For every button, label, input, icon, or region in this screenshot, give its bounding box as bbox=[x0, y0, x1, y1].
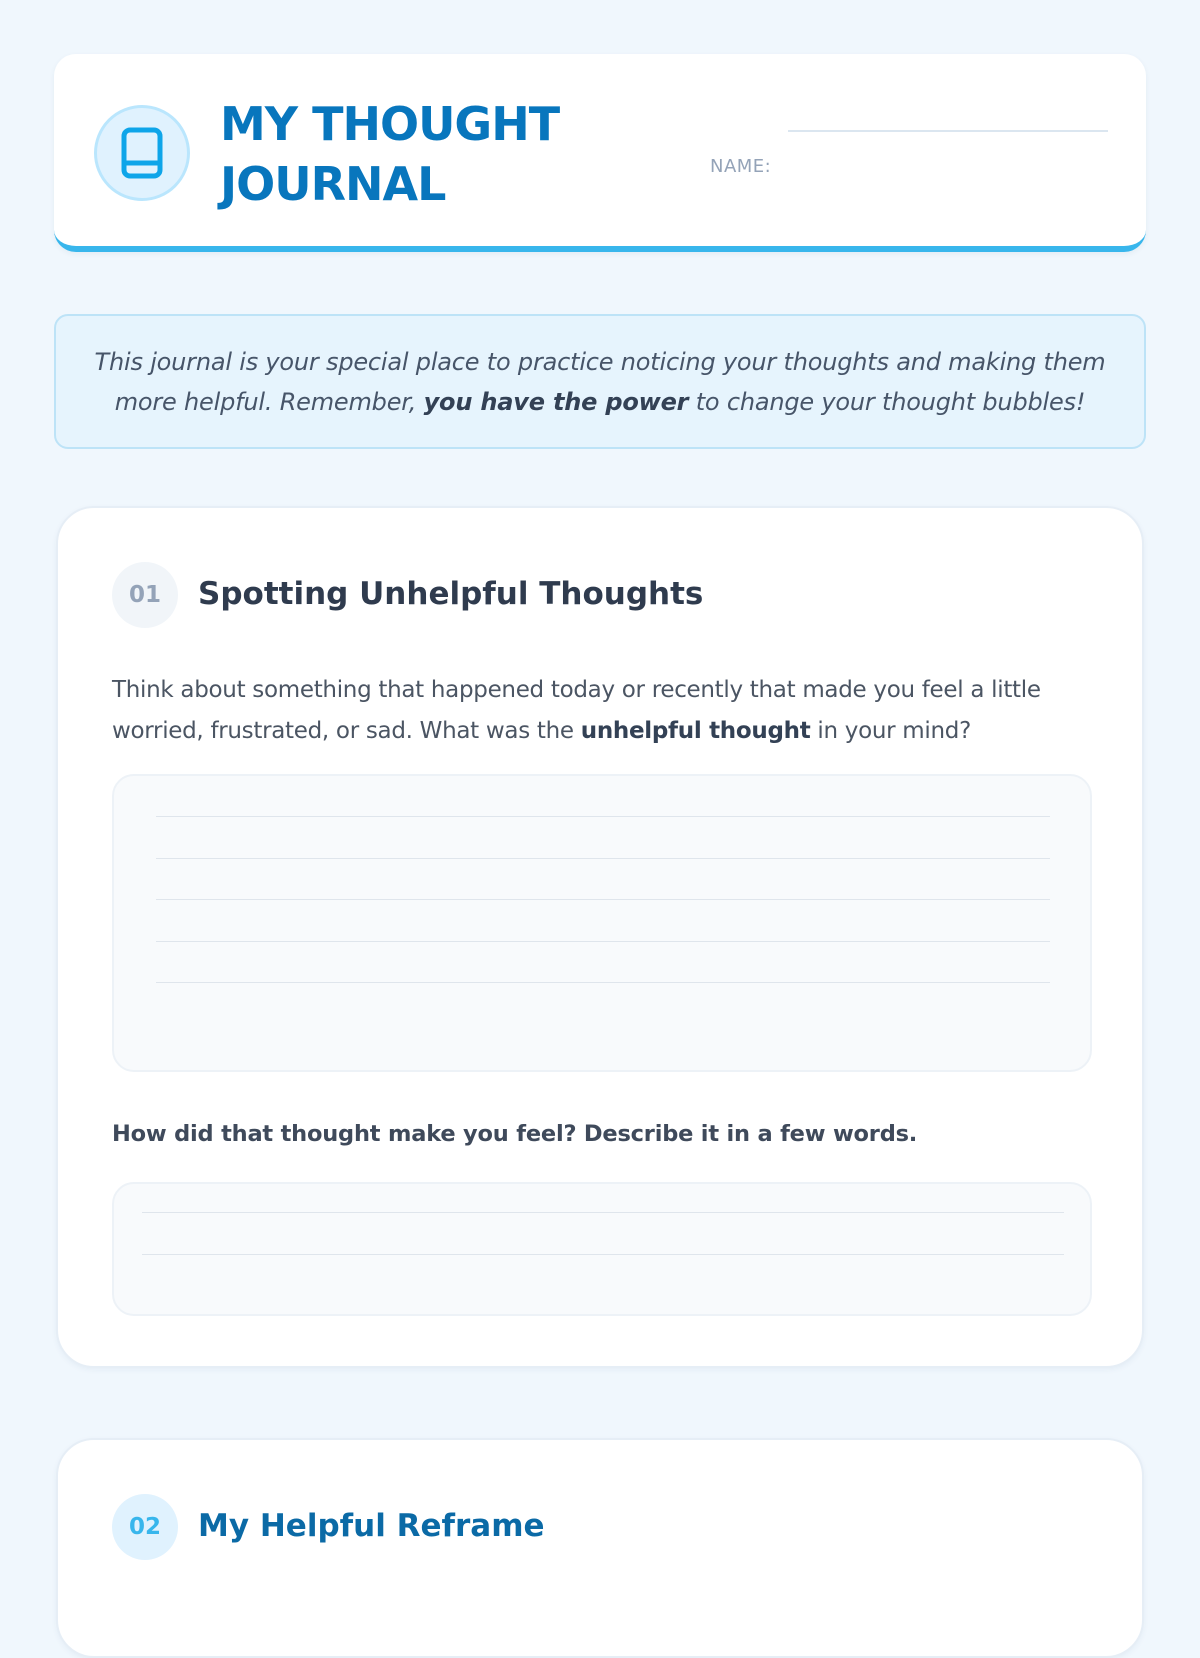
intro-text-emphasis: you have the power bbox=[423, 387, 689, 416]
intro-text bbox=[92, 342, 1108, 422]
book-icon bbox=[119, 127, 165, 179]
header-card bbox=[54, 54, 1146, 252]
page-title bbox=[220, 94, 640, 214]
name-field[interactable] bbox=[788, 130, 1108, 132]
section-number-badge: 02 bbox=[112, 1494, 178, 1560]
writing-line bbox=[142, 1212, 1064, 1213]
prompt-text-emphasis: unhelpful thought bbox=[580, 718, 811, 744]
section-number-badge: 01 bbox=[112, 562, 178, 628]
section-title: Spotting Unhelpful Thoughts bbox=[198, 576, 704, 612]
prompt-text-start: Think about something that happened today or recently that made you feel a little worried, frustrated, or sad. What was the bbox=[112, 677, 1041, 744]
feeling-question: How did that thought make you feel? Describe it in a few words. bbox=[112, 1121, 918, 1147]
section-card-spotting bbox=[56, 506, 1144, 1368]
writing-line bbox=[156, 941, 1050, 942]
section-title: My Helpful Reframe bbox=[198, 1508, 545, 1544]
intro-text-end: to change your thought bubbles! bbox=[688, 387, 1086, 416]
title-line-2: JOURNAL bbox=[220, 157, 446, 211]
section-prompt bbox=[112, 670, 1102, 752]
section-card-reframe bbox=[56, 1438, 1144, 1658]
writing-line bbox=[142, 1254, 1064, 1255]
prompt-text-end: in your mind? bbox=[810, 718, 971, 744]
writing-line bbox=[156, 982, 1050, 983]
name-label: NAME: bbox=[710, 156, 772, 177]
intro-box bbox=[54, 314, 1146, 449]
title-line-1: MY THOUGHT bbox=[220, 97, 560, 151]
intro-text-start: This journal is your special place to practice noticing your thoughts and making them more helpful. Remember, bbox=[94, 347, 1106, 416]
writing-line bbox=[156, 858, 1050, 859]
logo-badge bbox=[94, 105, 190, 201]
unhelpful-thought-writing-area[interactable] bbox=[112, 774, 1092, 1072]
writing-line bbox=[156, 816, 1050, 817]
feeling-writing-area[interactable] bbox=[112, 1182, 1092, 1316]
writing-line bbox=[156, 899, 1050, 900]
